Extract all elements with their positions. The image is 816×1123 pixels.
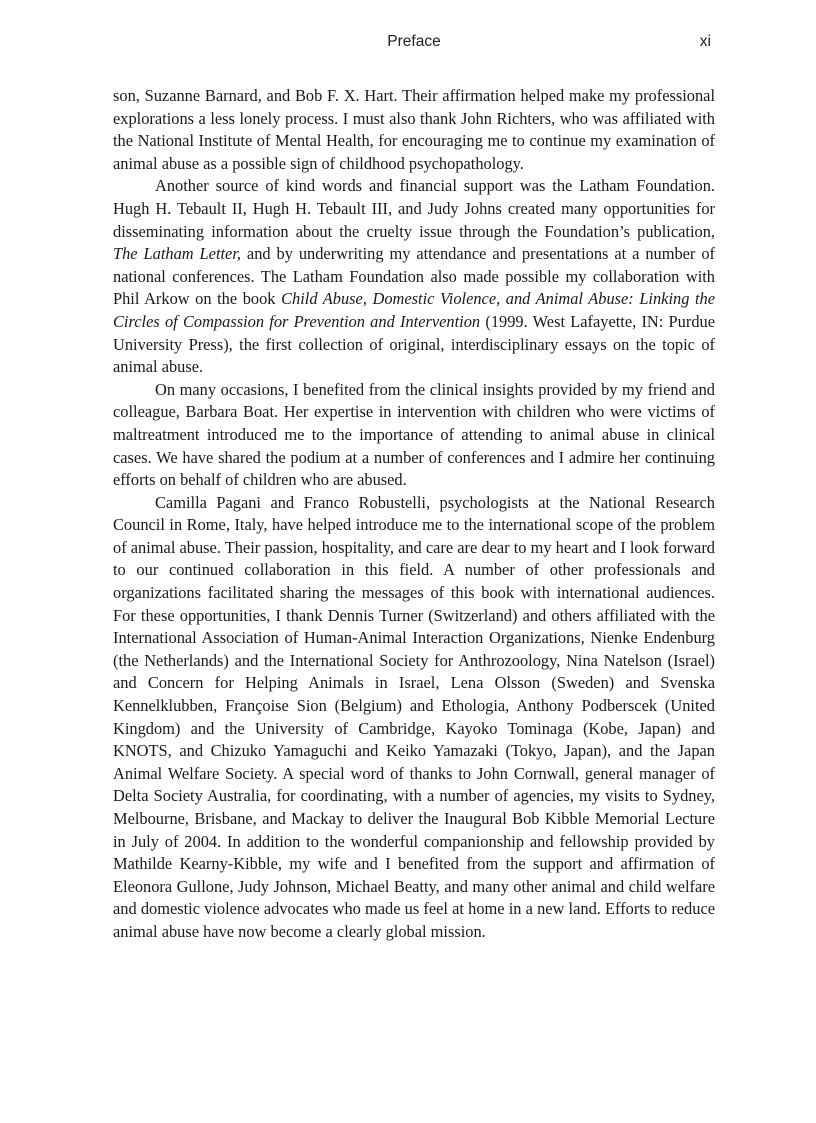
latham-letter-title: The Latham Letter, — [113, 244, 241, 264]
paragraph-3-text: On many occasions, I benefited from the clinical insights provided by my friend and colleague, Barbara Boat. Her expertise in intervention with children who were victims of maltreatment introduced me to the importance of attending to animal abuse in clinical cases. We have shared the podium at a number of conferences and I admire her continuing efforts on behalf of children who are abused. — [113, 379, 715, 490]
paragraph-4 — [113, 492, 715, 944]
paragraph-3 — [113, 379, 715, 492]
page-number: xi — [699, 33, 711, 50]
book-title: Child Abuse, Domestic Violence, and Animal Abuse: Linking the Circles of Compassion for Prevention and Intervention — [113, 289, 715, 331]
page-header — [113, 33, 715, 55]
paragraph-2 — [113, 175, 715, 378]
paragraph-2-text-a: Another source of kind words and financial support was the Latham Foundation. Hugh H. Tebault II, Hugh H. Tebault III, and Judy Johns created many opportunities for disseminating information about the cruelty issue through the Foundation’s publication, — [113, 176, 715, 241]
paragraph-2-text-c: (1999. West Lafayette, IN: Purdue University Press), the first collection of original, interdisciplinary essays on the topic of animal abuse. — [113, 311, 715, 377]
body-text — [113, 85, 715, 944]
paragraph-1 — [113, 85, 715, 175]
paragraph-1-text: son, Suzanne Barnard, and Bob F. X. Hart. Their affirmation helped make my professional explorations a less lonely process. I must also thank John Richters, who was affiliated with the National Institute of Mental Health, for encouraging me to continue my examination of animal abuse as a possible sign of childhood psychopathology. — [113, 86, 715, 173]
paragraph-4-text: Camilla Pagani and Franco Robustelli, psychologists at the National Research Council in Rome, Italy, have helped introduce me to the international scope of the problem of animal abuse. Their passion, hospitality, and care are dear to my heart and I look forward to our continued collaboration in this field. A number of other professionals and organizations facilitated sharing the messages of this book with international audiences. For these opportunities, I thank Dennis Turner (Switzerland) and others affiliated with the International Association of Human-Animal Interaction Organizations, Nienke Endenburg (the Netherlands) and the International Society for Anthrozoology, Nina Natelson (Israel) and Concern for Helping Animals in Israel, Lena Olsson (Sweden) and Svenska Kennelklubben, Françoise Sion (Belgium) and Ethologia, Anthony Podberscek (United Kingdom) and the University of Cambridge, Kayoko Tominaga (Kobe, Japan) and KNOTS, and Chizuko Yamaguchi and Keiko Yamazaki (Tokyo, Japan), and the Japan Animal Welfare Society. A special word of thanks to John Cornwall, general manager of Delta Society Australia, for coordinating, with a number of agencies, my visits to Sydney, Melbourne, Brisbane, and Mackay to deliver the Inaugural Bob Kibble Memorial Lecture in July of 2004. In addition to the wonderful companionship and fellowship provided by Mathilde Kearny-Kibble, my wife and I benefited from the support and affirmation of Eleonora Gullone, Judy Johnson, Michael Beatty, and many other animal and child welfare and domestic violence advocates who made us feel at home in a new land. Efforts to reduce animal abuse have now become a clearly global mission. — [113, 492, 715, 941]
running-head: Preface — [387, 33, 441, 50]
paragraph-2-text-b: and by underwriting my attendance and presentations at a number of national conferences. The Latham Foundation also made possible my collaboration with Phil Arkow on the book — [113, 244, 715, 309]
